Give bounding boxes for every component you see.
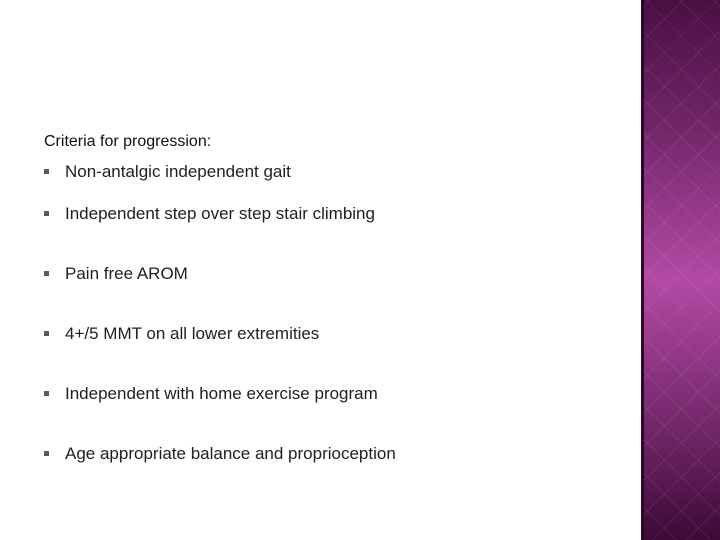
square-bullet-icon (44, 271, 49, 276)
list-item-text: Non-antalgic independent gait (65, 162, 291, 181)
content-area (44, 130, 624, 496)
decorative-side-panel (641, 0, 720, 540)
list-item (44, 196, 624, 256)
square-bullet-icon (44, 451, 49, 456)
list-item-text: 4+/5 MMT on all lower extremities (65, 324, 320, 343)
list-item (44, 154, 624, 196)
square-bullet-icon (44, 391, 49, 396)
square-bullet-icon (44, 211, 49, 216)
list-item (44, 436, 624, 496)
list-item-text: Pain free AROM (65, 264, 188, 283)
list-item (44, 376, 624, 436)
list-item-text: Independent with home exercise program (65, 384, 378, 403)
list-item-text: Independent step over step stair climbing (65, 204, 375, 223)
list-item (44, 256, 624, 316)
square-bullet-icon (44, 331, 49, 336)
side-panel-edge (642, 0, 644, 540)
square-bullet-icon (44, 169, 49, 174)
list-item (44, 316, 624, 376)
criteria-list (44, 154, 624, 496)
list-item-text: Age appropriate balance and proprioception (65, 444, 396, 463)
slide-heading: Criteria for progression: (44, 133, 212, 150)
